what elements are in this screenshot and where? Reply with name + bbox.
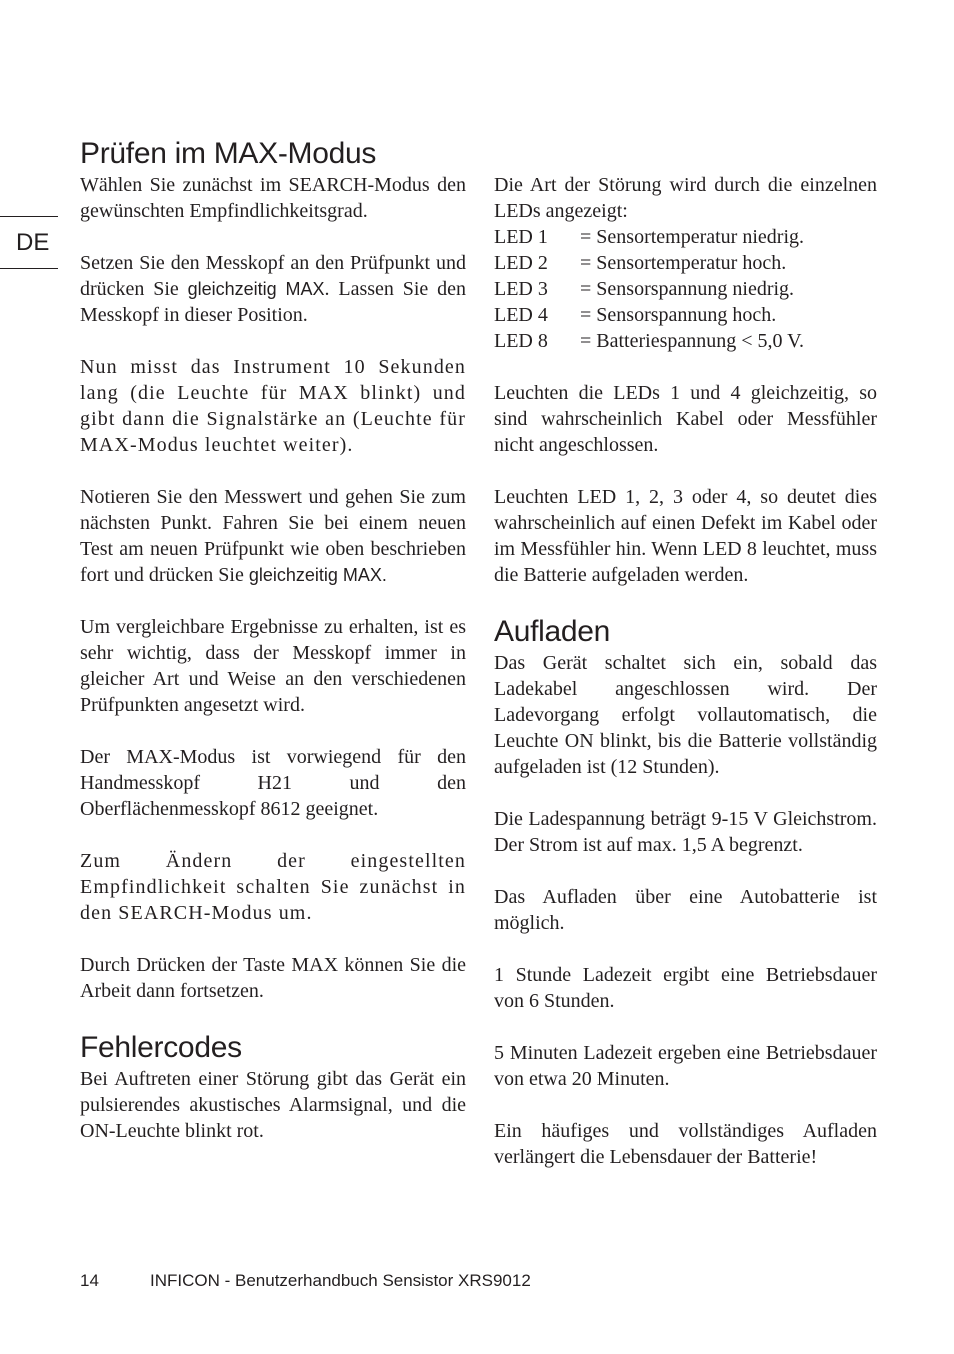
key-instruction-max: gleichzeitig MAX: [187, 279, 325, 299]
paragraph-change-sensitivity: Zum Ändern der eingestellten Empfindlichkeit schalten Sie zunächst in den SEARCH-Modus um.: [80, 850, 466, 924]
paragraph-select-sensitivity: Wählen Sie zunächst im SEARCH-Modus den gewünschten Empfindlichkeitsgrad.: [80, 174, 466, 222]
left-column: [80, 136, 466, 1144]
heading-max-mode: Prüfen im MAX-Modus: [80, 137, 377, 170]
language-tab: DE: [16, 229, 50, 256]
paragraph-led-defect: Leuchten LED 1, 2, 3 oder 4, so deutet dies wahrscheinlich auf einen Defekt im Kabel oder im Messfühler hin. Wenn LED 8 leuchtet, muss die Batterie aufgeladen werden.: [494, 486, 877, 586]
led-row: [494, 328, 877, 354]
language-tab-top-rule: [0, 216, 58, 217]
led-description: = Sensorspannung hoch.: [580, 304, 777, 326]
led-name: LED 3: [494, 278, 548, 300]
paragraph-record-value-text: Notieren Sie den Messwert und gehen Sie zum nächsten Punkt. Fahren Sie bei einem neuen Test am neuen Prüfpunkt wie oben beschrieben fort und drücken Sie: [80, 486, 466, 586]
paragraph-battery-life: Ein häufiges und vollständiges Aufladen verlängert die Lebensdauer der Batterie!: [494, 1120, 877, 1168]
paragraph-record-value: [80, 484, 466, 588]
heading-charging: Aufladen: [494, 615, 611, 648]
led-description: = Sensortemperatur hoch.: [580, 252, 787, 274]
footer-document-title: INFICON - Benutzerhandbuch Sensistor XRS9012: [150, 1271, 531, 1290]
led-row: [494, 302, 877, 328]
paragraph-charging-auto: Das Gerät schaltet sich ein, sobald das Ladekabel angeschlossen wird. Der Ladevorgang erfolgt vollautomatisch, die Leuchte ON blinkt, bis die Batterie vollständig aufgeladen ist (12 Stunden).: [494, 652, 877, 778]
paragraph-measure-10s: Nun misst das Instrument 10 Sekunden lang (die Leuchte für MAX blinkt) und gibt dann die Signalstärke an (Leuchte für MAX-Modus leuchtet weiter).: [80, 356, 466, 456]
key-instruction-max-2: gleichzeitig MAX.: [248, 565, 387, 585]
paragraph-charging-voltage: Die Ladespannung beträgt 9-15 V Gleichstrom. Der Strom ist auf max. 1,5 A begrenzt.: [494, 808, 877, 856]
led-description: = Sensortemperatur niedrig.: [580, 226, 804, 248]
paragraph-place-probe-text: Setzen Sie den Messkopf an den Prüfpunkt und drücken Sie: [80, 252, 466, 300]
led-name: LED 4: [494, 304, 548, 326]
right-column: [494, 172, 877, 1170]
paragraph-5min-charge: 5 Minuten Ladezeit ergeben eine Betriebsdauer von etwa 20 Minuten.: [494, 1042, 877, 1090]
led-name: LED 8: [494, 330, 548, 352]
heading-error-codes: Fehlercodes: [80, 1031, 242, 1064]
led-code-list: [494, 224, 877, 354]
paragraph-car-battery: Das Aufladen über eine Autobatterie ist möglich.: [494, 886, 877, 934]
paragraph-1h-charge: 1 Stunde Ladezeit ergibt eine Betriebsdauer von 6 Stunden.: [494, 964, 877, 1012]
led-row: [494, 276, 877, 302]
paragraph-continue-work: Durch Drücken der Taste MAX können Sie die Arbeit dann fortsetzen.: [80, 954, 466, 1002]
paragraph-error-alarm: Bei Auftreten einer Störung gibt das Gerät ein pulsierendes akustisches Alarmsignal, und die ON-Leuchte blinkt rot.: [80, 1068, 466, 1142]
led-description: = Batteriespannung < 5,0 V.: [580, 330, 805, 352]
paragraph-place-probe: [80, 250, 466, 328]
led-row: [494, 224, 877, 250]
paragraph-max-mode-usage: Der MAX-Modus ist vorwiegend für den Handmesskopf H21 und den Oberflächenmesskopf 8612 geeignet.: [80, 746, 466, 820]
paragraph-place-probe-text-end: . Lassen Sie den Messkopf in dieser Position.: [80, 278, 466, 326]
led-description: = Sensorspannung niedrig.: [580, 278, 795, 300]
language-tab-bottom-rule: [0, 268, 58, 269]
page-number: 14: [80, 1271, 99, 1290]
paragraph-comparable-results: Um vergleichbare Ergebnisse zu erhalten, ist es sehr wichtig, dass der Messkopf immer in gleicher Art und Weise an den verschiedenen Prüfpunkten angesetzt wird.: [80, 616, 466, 716]
paragraph-led-intro: Die Art der Störung wird durch die einzelnen LEDs angezeigt:: [494, 174, 877, 222]
paragraph-leds-1-4: Leuchten die LEDs 1 und 4 gleichzeitig, so sind wahrscheinlich Kabel oder Messfühler nicht angeschlossen.: [494, 382, 877, 456]
led-name: LED 1: [494, 226, 548, 248]
led-name: LED 2: [494, 252, 548, 274]
led-row: [494, 250, 877, 276]
